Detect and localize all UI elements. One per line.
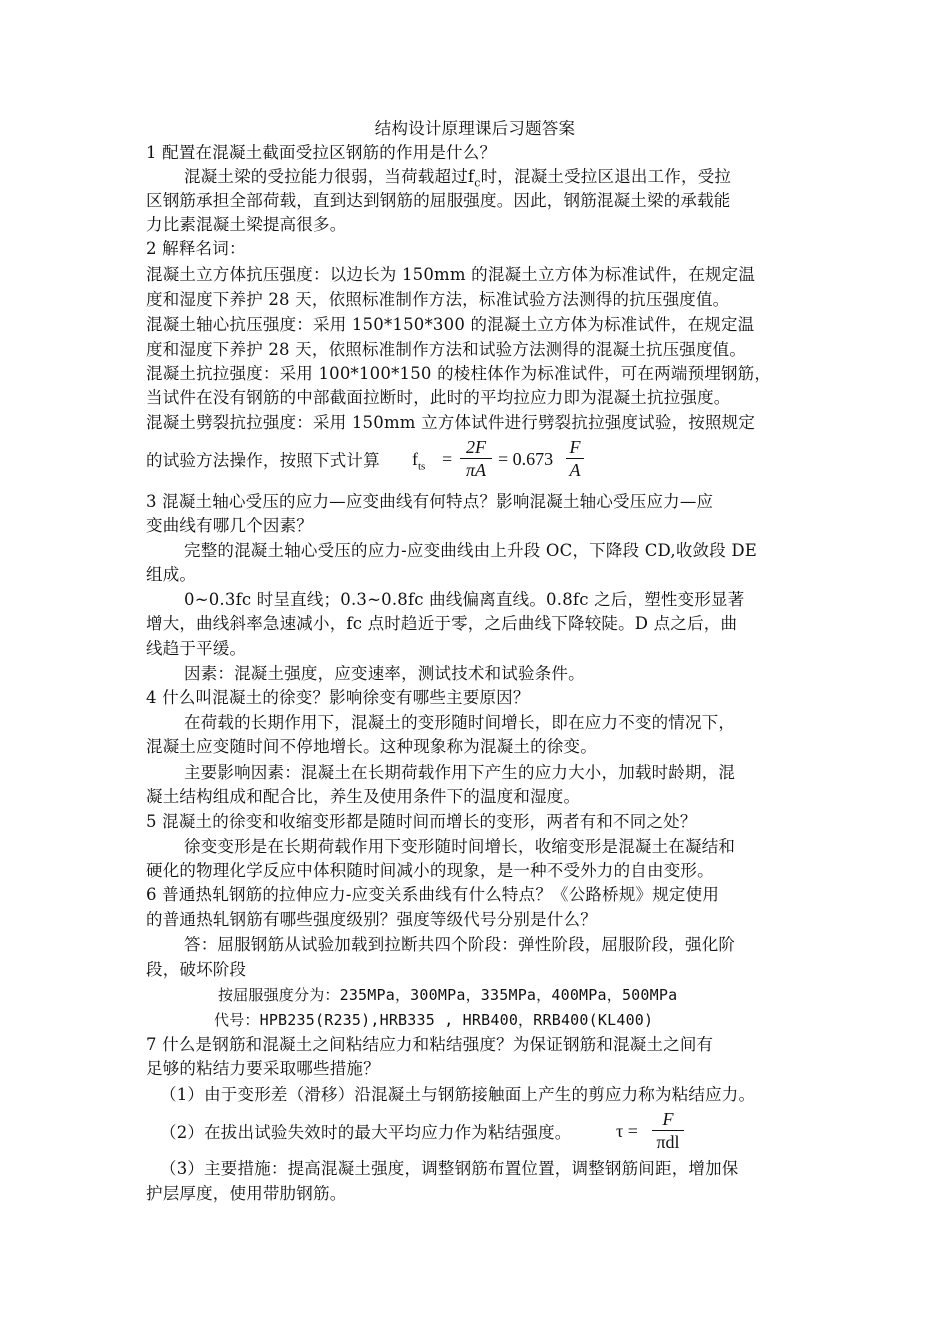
answer-7-line: 护层厚度，使用带肋钢筋。 (146, 1184, 347, 1203)
answer-7-line: （3）主要措施：提高混凝土强度，调整钢筋布置位置，调整钢筋间距，增加保 (160, 1159, 739, 1178)
question-3: 3 混凝土轴心受压的应力—应变曲线有何特点？影响混凝土轴心受压应力—应 (146, 492, 714, 511)
question-3: 变曲线有哪几个因素？ (146, 516, 313, 535)
answer-6-line: 答：屈服钢筋从试验加载到拉断共四个阶段：弹性阶段，屈服阶段，强化阶 (184, 935, 736, 954)
grade-codes: 代号：HPB235(R235),HRB335 , HRB400，RRB400(KL400) (214, 1011, 654, 1029)
answer-3-line: 完整的混凝土轴心受压的应力-应变曲线由上升段 OC，下降段 CD,收敛段 DE (184, 541, 758, 560)
answer-7-line: （2）在拔出试验失效时的最大平均应力作为粘结强度。 (160, 1123, 572, 1142)
definition-line: 混凝土抗拉强度：采用 100*100*150 的棱柱体作为标准试件，可在两端预埋钢筋， (146, 364, 772, 383)
answer-7-line: （1）由于变形差（滑移）沿混凝土与钢筋接触面上产生的剪应力称为粘结应力。 (160, 1085, 756, 1104)
answer-3-line: 组成。 (146, 565, 197, 584)
splitting-tensile-formula: $f_{ts}$ (412, 449, 426, 473)
answer-6-line: 段，破坏阶段 (146, 960, 247, 979)
fraction-2f-over-pia: 2F πA (460, 437, 492, 480)
question-4: 4 什么叫混凝土的徐变？影响徐变有哪些主要原因？ (146, 688, 530, 707)
answer-4-line: 凝土结构组成和配合比，养生及使用条件下的温度和湿度。 (146, 787, 581, 806)
answer-5-line: 硬化的物理化学反应中体积随时间减小的现象，是一种不受外力的自由变形。 (146, 861, 714, 880)
equals-sign: = (442, 449, 453, 469)
question-1: 1 配置在混凝土截面受拉区钢筋的作用是什么？ (146, 143, 497, 162)
coefficient: = 0.673 (498, 449, 554, 469)
question-2: 2 解释名词： (146, 239, 246, 258)
answer-3-line: 因素：混凝土强度，应变速率，测试技术和试验条件。 (184, 664, 585, 683)
definition-line: 混凝土立方体抗压强度：以边长为 150mm 的混凝土立方体为标准试件，在规定温 (146, 265, 756, 284)
question-6: 的普通热轧钢筋有哪些强度级别？强度等级代号分别是什么？ (146, 910, 597, 929)
fraction-f-over-a: F A (566, 437, 584, 480)
strength-grades: 按屈服强度分为：235MPa，300MPa，335MPa，400MPa，500MPa (218, 986, 678, 1004)
answer-4-line: 主要影响因素：混凝土在长期荷载作用下产生的应力大小，加载时龄期，混 (184, 763, 736, 782)
answer-4-line: 在荷载的长期作用下，混凝土的变形随时间增长，即在应力不变的情况下， (184, 713, 736, 732)
question-5: 5 混凝土的徐变和收缩变形都是随时间而增长的变形，两者有和不同之处？ (146, 812, 697, 831)
answer-4-line: 混凝土应变随时间不停地增长。这种现象称为混凝土的徐变。 (146, 737, 597, 756)
answer-1-line: 区钢筋承担全部荷载，直到达到钢筋的屈服强度。因此，钢筋混凝土梁的承载能 (146, 191, 731, 210)
question-7: 7 什么是钢筋和混凝土之间粘结应力和粘结强度？为保证钢筋和混凝土之间有 (146, 1035, 714, 1054)
answer-3-line: 增大，曲线斜率急速减小，fc 点时趋近于零，之后曲线下降较陡。D 点之后，曲 (146, 614, 738, 633)
definition-line: 的试验方法操作，按照下式计算 (146, 451, 380, 470)
definition-line: 当试件在没有钢筋的中部截面拉断时，此时的平均拉应力即为混凝土抗拉强度。 (146, 388, 731, 407)
definition-line: 混凝土轴心抗压强度：采用 150*150*300 的混凝土立方体为标准试件，在规定温 (146, 315, 755, 334)
answer-3-line: 0~0.3fc 时呈直线；0.3~0.8fc 曲线偏离直线。0.8fc 之后，塑性变形显著 (184, 590, 745, 609)
definition-line: 度和湿度下养护 28 天，依照标准制作方法，标准试验方法测得的抗压强度值。 (146, 290, 730, 309)
page-title: 结构设计原理课后习题答案 (374, 119, 576, 138)
fraction-f-over-pidl: F πdl (652, 1109, 684, 1152)
answer-1-line: 混凝土梁的受拉能力很弱，当荷载超过$f_c$时，混凝土受拉区退出工作，受拉 (184, 167, 732, 190)
answer-3-line: 线趋于平缓。 (146, 639, 247, 658)
definition-line: 混凝土劈裂抗拉强度：采用 150mm 立方体试件进行劈裂抗拉强度试验，按照规定 (146, 413, 756, 432)
answer-5-line: 徐变变形是在长期荷载作用下变形随时间增长，收缩变形是混凝土在凝结和 (184, 837, 736, 856)
question-7: 足够的粘结力要采取哪些措施？ (146, 1059, 380, 1078)
definition-line: 度和湿度下养护 28 天，依照标准制作方法和试验方法测得的混凝土抗压强度值。 (146, 340, 747, 359)
tau-symbol: τ = (616, 1121, 638, 1141)
question-6: 6 普通热轧钢筋的拉伸应力-应变关系曲线有什么特点？《公路桥规》规定使用 (146, 885, 720, 904)
answer-1-line: 力比素混凝土梁提高很多。 (146, 215, 347, 234)
